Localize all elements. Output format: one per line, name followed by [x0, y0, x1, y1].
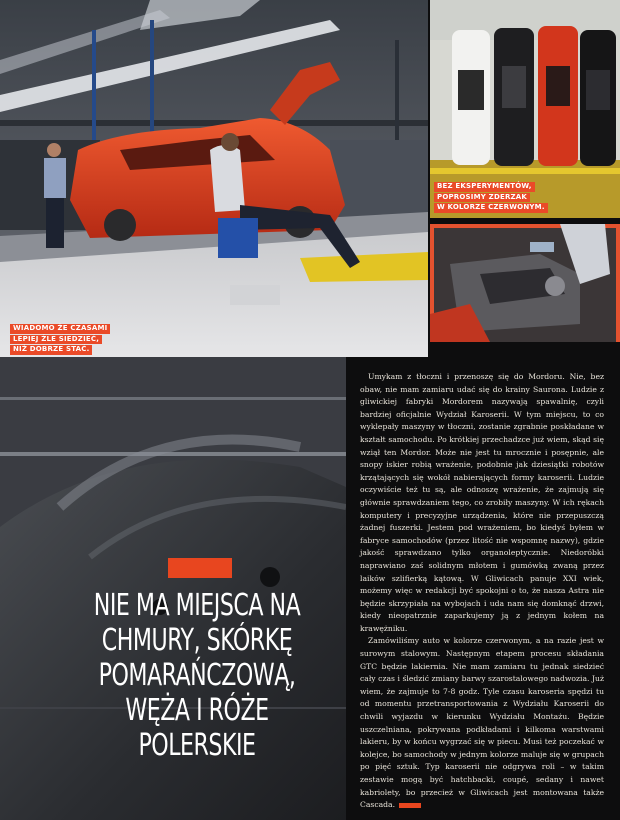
engine-bay-photo — [430, 224, 620, 342]
caption-line: POPROSIMY ZDERZAK — [434, 193, 530, 203]
article-paragraph: Umykam z tłoczni i przenoszę się do Mordoru. Nie, bez obaw, nie mam zamiaru udać się do krainy Saurona. Ludzie z gliwickiej fabryki Mordorem nazywają spawalnię, czyli bardziej oficjalnie Wydział Karoserii. W tym miejscu, to co wyklepały maszyny w tłoczni, zostanie zgrabnie poskładane w kształt samochodu. Po krótkiej przechadzce już wiem, skąd się wziął ten Mordor. Może nie jest tu mrocznie i posępnie, ale snopy iskier robią wrażenie, podobnie jak dziesiątki robotów krzątających się wokół nabierających formy karoserii. Ludzie oczywiście też tu są, ale odnoszę wrażenie, że zajmują się głównie sprawdzaniem tego, co zrobiły maszyny. W ich rękach komputery i precyzyjne urządzenia, które nie przepuszczą żadnej fuszerki. Jestem pod wrażeniem, bo kiedyś byłem w fabryce samochodów (przez litość nie wspomnę nazwy), gdzie jakość sprawdzano tylko organoleptycznie. Niedoróbki naprawiano zaś solidnym młotem i gumówką zwaną przez laików szlifierką kątową. W Gliwicach panuje XXI wiek, możemy więc w redakcji być spokojni o to, że nasza Astra nie będzie skrzypiała na wybojach i uda nam się domknąć drzwi, kiedy nieopatrznie zaparkujemy ją z jednym kołem na krawężniku. — [360, 372, 604, 633]
caption-line: W KOLORZE CZERWONYM. — [434, 203, 548, 213]
page-headline — [75, 588, 319, 763]
caption-line: BEZ EKSPERYMENTÓW, — [434, 182, 535, 192]
headline-line: CHMURY, SKÓRKĘ — [101, 623, 293, 658]
caption-line: NIŻ DOBRZE STAĆ. — [10, 345, 92, 355]
headline-line: NIE MA MIEJSCA NA — [93, 588, 301, 623]
article-paragraph — [360, 635, 604, 811]
end-of-article-mark — [399, 803, 421, 808]
headline-accent-bar — [168, 558, 232, 578]
headline-line: POMARAŃCZOWĄ, — [98, 658, 296, 693]
bumpers-photo-caption — [434, 182, 548, 214]
article-body — [360, 371, 604, 812]
headline-line: WĘŻA I RÓŻE — [125, 693, 269, 728]
headline-line: POLERSKIE — [138, 728, 256, 763]
factory-floor-photo — [0, 0, 428, 357]
article-paragraph-text: Zamówiliśmy auto w kolorze czerwonym, a na razie jest w surowym stalowym. Następnym etapem procesu składania GTC będzie lakiernia. Nie mam zamiaru tu jednak siedzieć cały czas i śledzić zmiany barwy szarostalowego nadwozia. Już wiem, że zajmuje to 7-8 godz. Tyle czasu karoseria spędzi tu od momentu przetransportowania z Wydziału Karoserii do chwili wyjazdu w kierunku Wydziału Montażu. Będzie uszczelniana, pokrywana podkładami i kilkoma warstwami lakieru, by w końcu wygrzać się w piecu. Musi też poczekać w kolejce, bo samochody w jednym kolorze maluje się w grupach po pięć sztuk. Typ karoserii nie odgrywa roli – w takim zestawie mogą być hatchbacki, coupé, sedany i nawet kabriolety, bo przecież w Gliwicach jest montowana także Cascada. — [360, 636, 604, 810]
caption-line: LEPIEJ ŹLE SIEDZIEĆ, — [10, 335, 102, 345]
caption-line: WIADOMO ŻE CZASAMI — [10, 324, 110, 334]
main-photo-caption — [10, 324, 110, 356]
